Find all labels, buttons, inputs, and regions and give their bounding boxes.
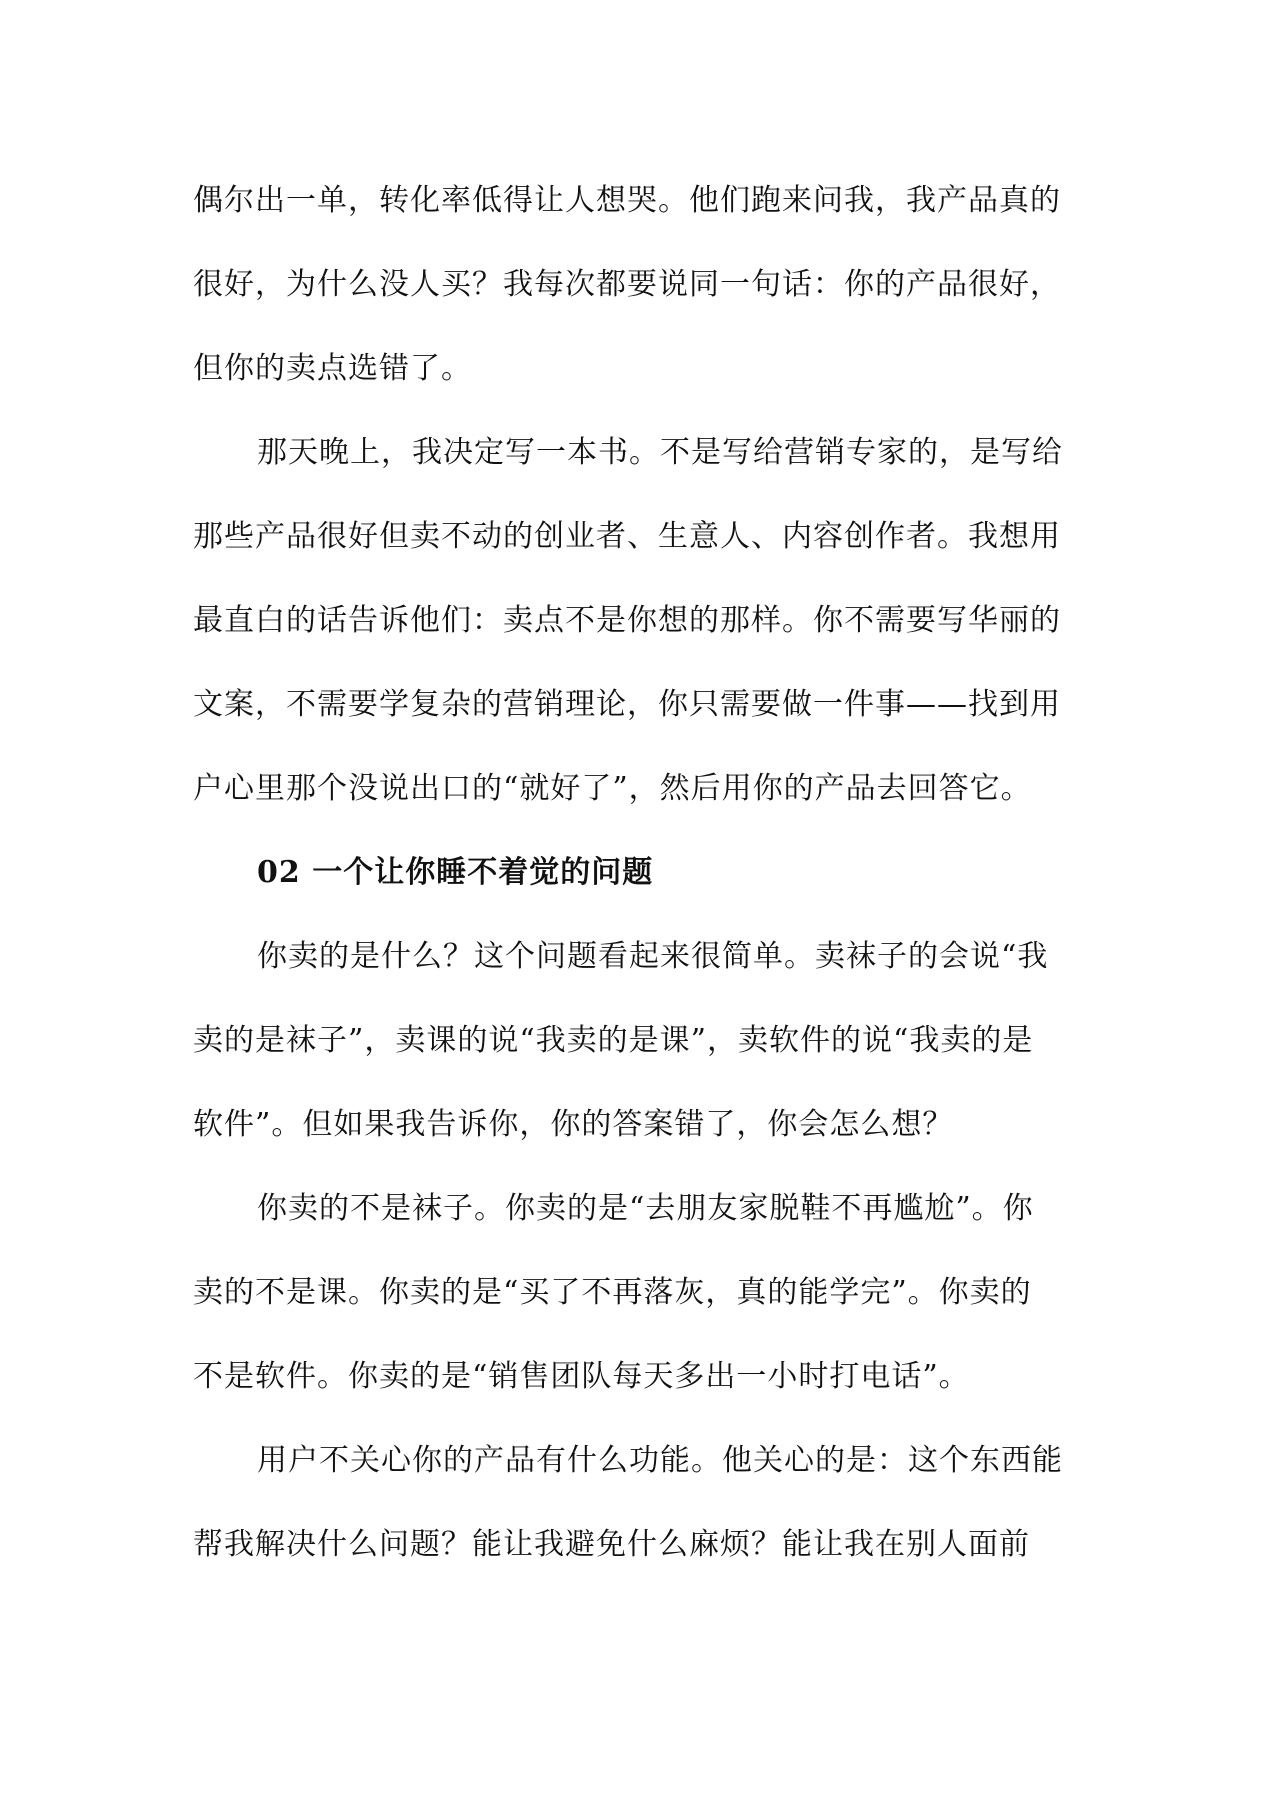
text-line: 那天晚上，我决定写一本书。不是写给营销专家的，是写给 <box>257 435 1063 470</box>
text-line: 你卖的是什么？这个问题看起来很简单。卖袜子的会说“我 <box>257 939 1049 974</box>
paragraph-4 <box>193 1167 1081 1419</box>
text-line: 卖的是袜子”，卖课的说“我卖的是课”，卖软件的说“我卖的是 <box>193 1023 1034 1058</box>
text-line: 软件”。但如果我告诉你，你的答案错了，你会怎么想？ <box>193 1107 954 1142</box>
text-line: 那些产品很好但卖不动的创业者、生意人、内容创作者。我想用 <box>193 519 1061 554</box>
text-line: 帮我解决什么问题？能让我避免什么麻烦？能让我在别人面前 <box>193 1527 1030 1562</box>
text-line: 卖的不是课。你卖的是“买了不再落灰，真的能学完”。你卖的 <box>193 1275 1032 1310</box>
paragraph-2 <box>193 411 1081 831</box>
text-line: 但你的卖点选错了。 <box>193 351 472 386</box>
text-line: 最直白的话告诉他们：卖点不是你想的那样。你不需要写华丽的 <box>193 603 1061 638</box>
text-line: 户心里那个没说出口的“就好了”，然后用你的产品去回答它。 <box>193 771 1032 806</box>
paragraph-3 <box>193 915 1081 1167</box>
text-line: 用户不关心你的产品有什么功能。他关心的是：这个东西能 <box>257 1443 1063 1478</box>
text-line: 你卖的不是袜子。你卖的是“去朋友家脱鞋不再尴尬”。你 <box>257 1191 1034 1226</box>
text-line: 偶尔出一单，转化率低得让人想哭。他们跑来问我，我产品真的 <box>193 183 1061 218</box>
text-line: 不是软件。你卖的是“销售团队每天多出一小时打电话”。 <box>193 1359 970 1394</box>
text-line: 文案，不需要学复杂的营销理论，你只需要做一件事——找到用 <box>193 687 1061 722</box>
section-heading: 02 一个让你睡不着觉的问题 <box>257 855 654 890</box>
paragraph-5 <box>193 1419 1081 1587</box>
paragraph-1 <box>193 159 1081 411</box>
text-line: 很好，为什么没人买？我每次都要说同一句话：你的产品很好， <box>193 267 1061 302</box>
document-body <box>193 159 1081 1587</box>
